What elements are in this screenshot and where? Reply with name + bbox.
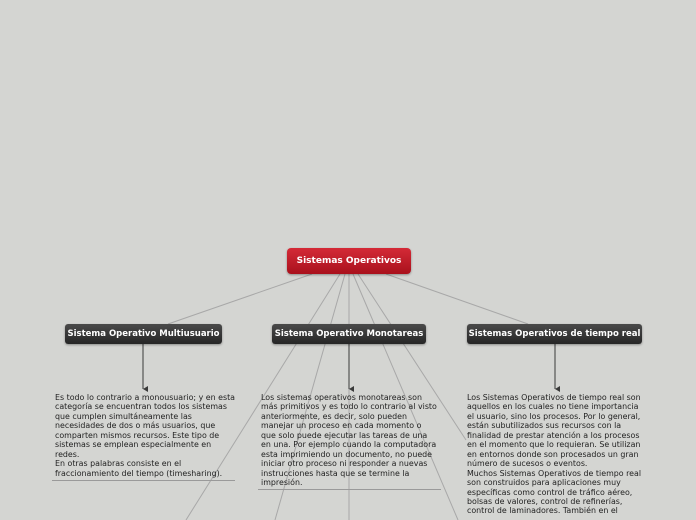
topic-monotask-label: Sistema Operativo Monotareas — [274, 329, 424, 339]
note-realtime-paragraph-1: Los Sistemas Operativos de tiempo real son aquellos en los cuales no tiene importancia el usuario, sino los procesos. Por lo general, están subutilizados sus recursos con la finalidad de prestar atención a los procesos en el momento que lo requieran. Se utilizan en entornos donde son procesados un gran número de sucesos o eventos. — [467, 393, 641, 469]
note-multiuser-paragraph-1: Es todo lo contrario a monousuario; y en esta categoría se encuentran todos los sistemas que cumplen simultáneamente las necesidades de dos o más usuarios, que comparten mismos recursos. Este tipo de sistemas se emplean especialmente en redes. — [55, 393, 236, 459]
note-monotask-paragraph-1: Los sistemas operativos monotareas son más primitivos y es todo lo contrario al visto anteriormente, es decir, solo pueden manejar un proceso en cada momento o que solo puede ejecutar las tareas de una en una. Por ejemplo cuando la computadora esta imprimiendo un documento, no puede iniciar otro proceso ni responder a nuevas instrucciones hasta que se termine la impresión. — [261, 393, 437, 488]
topic-realtime[interactable] — [467, 324, 642, 344]
note-multiuser-paragraph-2: En otras palabras consiste en el fraccionamiento del tiempo (timesharing). — [55, 459, 223, 478]
root-node-label: Sistemas Operativos — [296, 256, 402, 266]
topic-realtime-label: Sistemas Operativos de tiempo real — [468, 329, 641, 339]
topic-monotask[interactable] — [272, 324, 426, 344]
topic-multiuser-label: Sistema Operativo Multiusuario — [67, 329, 220, 339]
note-realtime-paragraph-2: Muchos Sistemas Operativos de tiempo real son construidos para aplicaciones muy específicas como control de tráfico aéreo, bolsas de valores, control de refinerías, control de laminadores. También en el — [467, 468, 642, 516]
note-monotask[interactable] — [261, 393, 437, 488]
connector-root-real — [386, 274, 528, 324]
root-node[interactable] — [287, 248, 411, 274]
note-multiuser-underline — [52, 480, 235, 481]
note-monotask-underline — [258, 489, 441, 490]
topic-multiuser[interactable] — [65, 324, 222, 344]
note-multiuser[interactable] — [55, 393, 235, 478]
note-realtime[interactable] — [467, 393, 647, 516]
connector-root-multi — [168, 274, 312, 324]
